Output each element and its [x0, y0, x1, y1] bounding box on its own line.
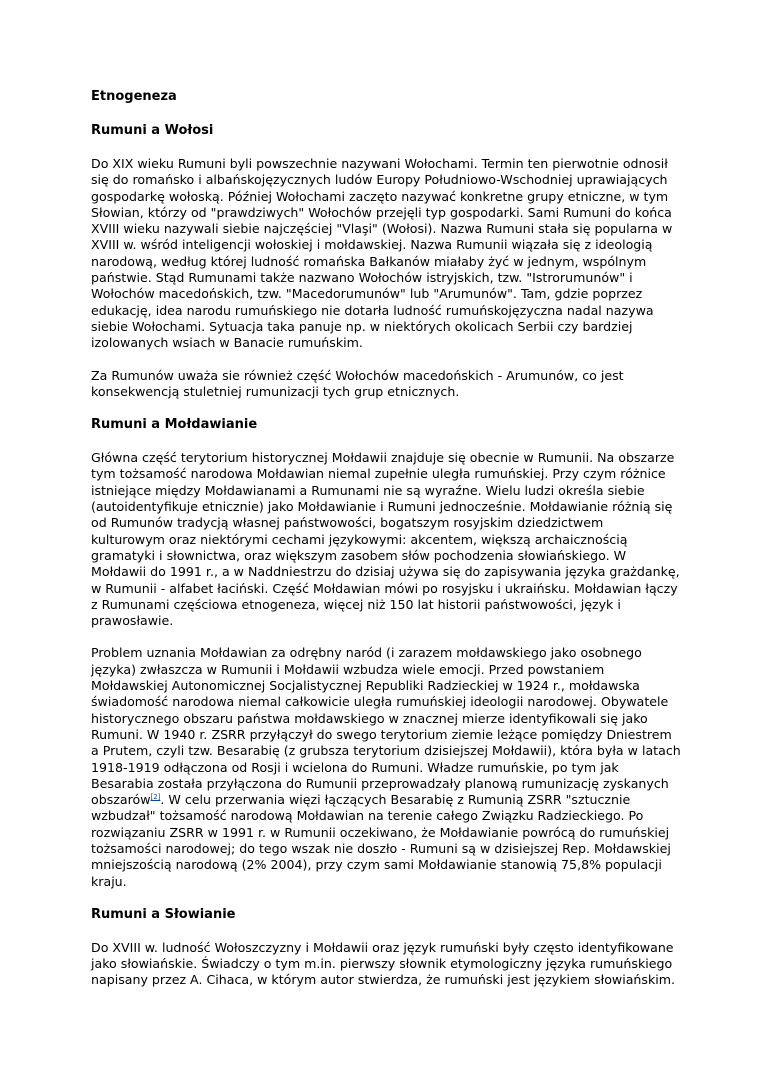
footnote-reference-link[interactable]: [2] [150, 792, 161, 801]
paragraph: Do XVIII w. ludność Wołoszczyzny i Mołdawii oraz język rumuński były często identyfikowane jako słowiańskie. Świadczy o tym m.in. pierwszy słownik etymologiczny języka rumuńskiego napisany przez A. Cihaca, w którym autor stwierdza, że rumuński jest językiem słowiańskim. [91, 939, 676, 988]
document-title: Etnogeneza [91, 89, 177, 104]
paragraph-text-before-ref: Problem uznania Mołdawian za odrębny naród (i zarazem mołdawskiego jako osobnego języka) zwłaszcza w Rumunii i Mołdawii wzbudza wiele emocji. Przed powstaniem Mołdawskiej Autonomicznej Socjalistycznej Republiki Radzieckiej w 1924 r., mołdawska świadomość narodowa niemal całkowicie uległa rumuńskiej ideologii narodowej. Obywatele historycznego obszaru państwa mołdawskiego w znacznej mierze identyfikowali się jako Rumuni. W 1940 r. ZSRR przyłączył do swego terytorium ziemie leżące pomiędzy Dniestrem a Prutem, czyli tzw. Besarabię (z grubsza terytorium dzisiejszej Mołdawii), która była w latach 1918-1919 odłączona od Rosji i wcielona do Rumuni. Władze rumuńskie, po tym jak Besarabia została przyłączona do Rumunii przeprowadzały planową rumunizację zyskanych obszarów [91, 645, 681, 808]
document-page [91, 88, 681, 1005]
paragraph: Do XIX wieku Rumuni byli powszechnie nazywani Wołochami. Termin ten pierwotnie odnosił się do romańsko i albańskojęzycznych ludów Europy Południowo-Wschodniej uprawiających gospodarkę wołoską. Później Wołochami zaczęto nazywać konkretne grupy etniczne, w tym Słowian, którzy od "prawdziwych" Wołochów przejęli typ gospodarki. Sami Rumuni do końca XVIII wieku nazywali siebie najczęściej "Vlaşi" (Wołosi). Nazwa Rumuni stała się popularna w XVIII w. wśród inteligencji wołoskiej i mołdawskiej. Nazwa Rumunii wiązała się z ideologią narodową, według której ludność romańska Bałkanów miałaby żyć w jednym, wspólnym państwie. Stąd Rumunami także nazwano Wołochów istryjskich, tzw. "Istrorumunów" i Wołochów macedońskich, tzw. "Macedorumunów" lub "Arumunów". Tam, gdzie poprzez edukację, idea narodu rumuńskiego nie dotarła ludność rumuńskojęzyczna nadal nazywa siebie Wołochami. Sytuacja taka panuje np. w niektórych okolicach Serbii czy bardziej izolowanych wsiach w Banacie rumuńskim. [91, 156, 673, 351]
section-heading-wolosi: Rumuni a Wołosi [91, 123, 214, 138]
section-heading-moldawianie: Rumuni a Mołdawianie [91, 417, 258, 433]
section-heading-slowianie: Rumuni a Słowianie [91, 906, 236, 922]
paragraph: Główna część terytorium historycznej Mołdawii znajduje się obecnie w Rumunii. Na obszarze tym tożsamość narodowa Mołdawian niemal zupełnie uległa rumuńskiej. Przy czym różnice istniejące między Mołdawianami a Rumunami nie są wyraźne. Wielu ludzi określa siebie (autoidentyfikuje etnicznie) jako Mołdawianie i Rumuni jednocześnie. Mołdawianie różnią się od Rumunów tradycją własnej państwowości, bogatszym rosyjskim dziedzictwem kulturowym oraz niektórymi cechami językowymi: akcentem, większą archaicznością gramatyki i słownictwa, oraz większym zasobem słów pochodzenia słowiańskiego. W Mołdawii do 1991 r., a w Naddniestrzu do dzisiaj używa się do zapisywania języka grażdankę, w Rumunii - alfabet łaciński. Część Mołdawian mówi po rosyjsku i ukraińsku. Mołdawian łączy z Rumunami częściowa etnogeneza, więcej niż 150 lat historii państwowości, język i prawosławie. [91, 450, 680, 629]
paragraph: Za Rumunów uważa sie również część Wołochów macedońskich - Arumunów, co jest konsekwencją stuletniej rumunizacji tych grup etnicznych. [91, 367, 624, 399]
paragraph-text-after-ref: . W celu przerwania więzi łączących Besarabię z Rumunią ZSRR "sztucznie wzbudzał" tożsamość narodową Mołdawian na terenie całego Związku Radzieckiego. Po rozwiązaniu ZSRR w 1991 r. w Rumunii oczekiwano, że Mołdawianie powrócą do rumuńskiej tożsamości narodowej; do tego wszak nie doszło - Rumuni są w dzisiejszej Rep. Mołdawskiej mniejszością narodową (2% 2004), przy czym sami Mołdawianie stanowią 75,8% populacji kraju. [91, 792, 671, 889]
paragraph-with-reference [91, 645, 681, 889]
